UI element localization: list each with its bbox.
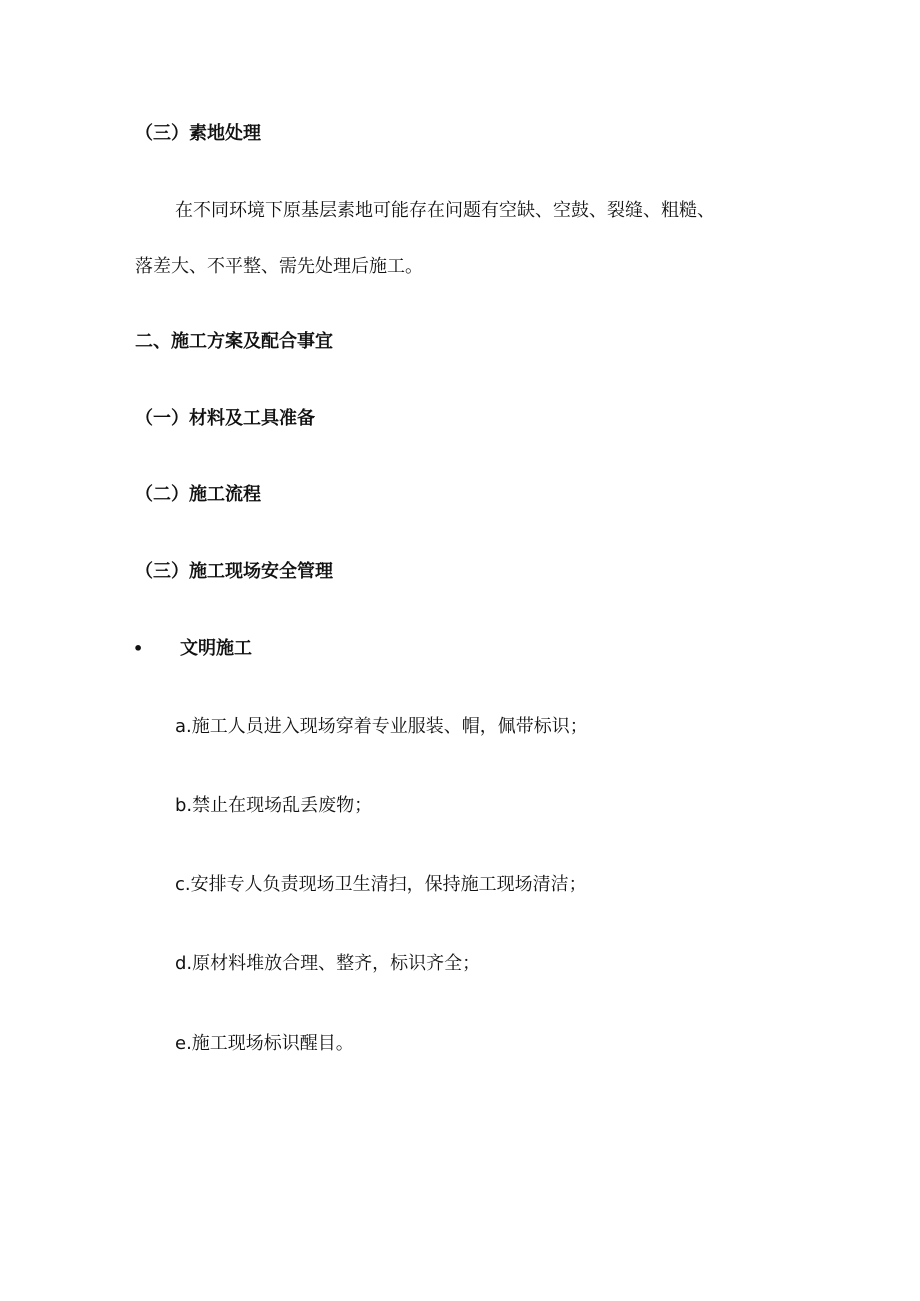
list-item: c.安排专人负责现场卫生清扫，保持施工现场清洁； [175, 874, 587, 895]
part-heading-construction-plan: 二、施工方案及配合事宜 [135, 331, 333, 352]
list-item: d.原材料堆放合理、整齐，标识齐全； [175, 953, 481, 974]
subsection-heading-materials-tools: （一）材料及工具准备 [135, 408, 315, 429]
list-item: a.施工人员进入现场穿着专业服装、帽，佩带标识； [175, 716, 588, 737]
bullet-heading-civilized-construction: 文明施工 [180, 638, 252, 659]
list-item: b.禁止在现场乱丢废物； [175, 795, 373, 816]
subsection-heading-process: （二）施工流程 [135, 484, 261, 505]
section-heading-surface-treatment: （三）素地处理 [135, 123, 261, 144]
paragraph-line-1: 在不同环境下原基层素地可能存在问题有空缺、空鼓、裂缝、粗糙、 [175, 200, 715, 221]
bullet-marker: • [133, 639, 144, 658]
list-item: e.施工现场标识醒目。 [175, 1033, 354, 1054]
paragraph-line-2: 落差大、不平整、需先处理后施工。 [135, 256, 423, 277]
subsection-heading-safety-management: （三）施工现场安全管理 [135, 561, 333, 582]
